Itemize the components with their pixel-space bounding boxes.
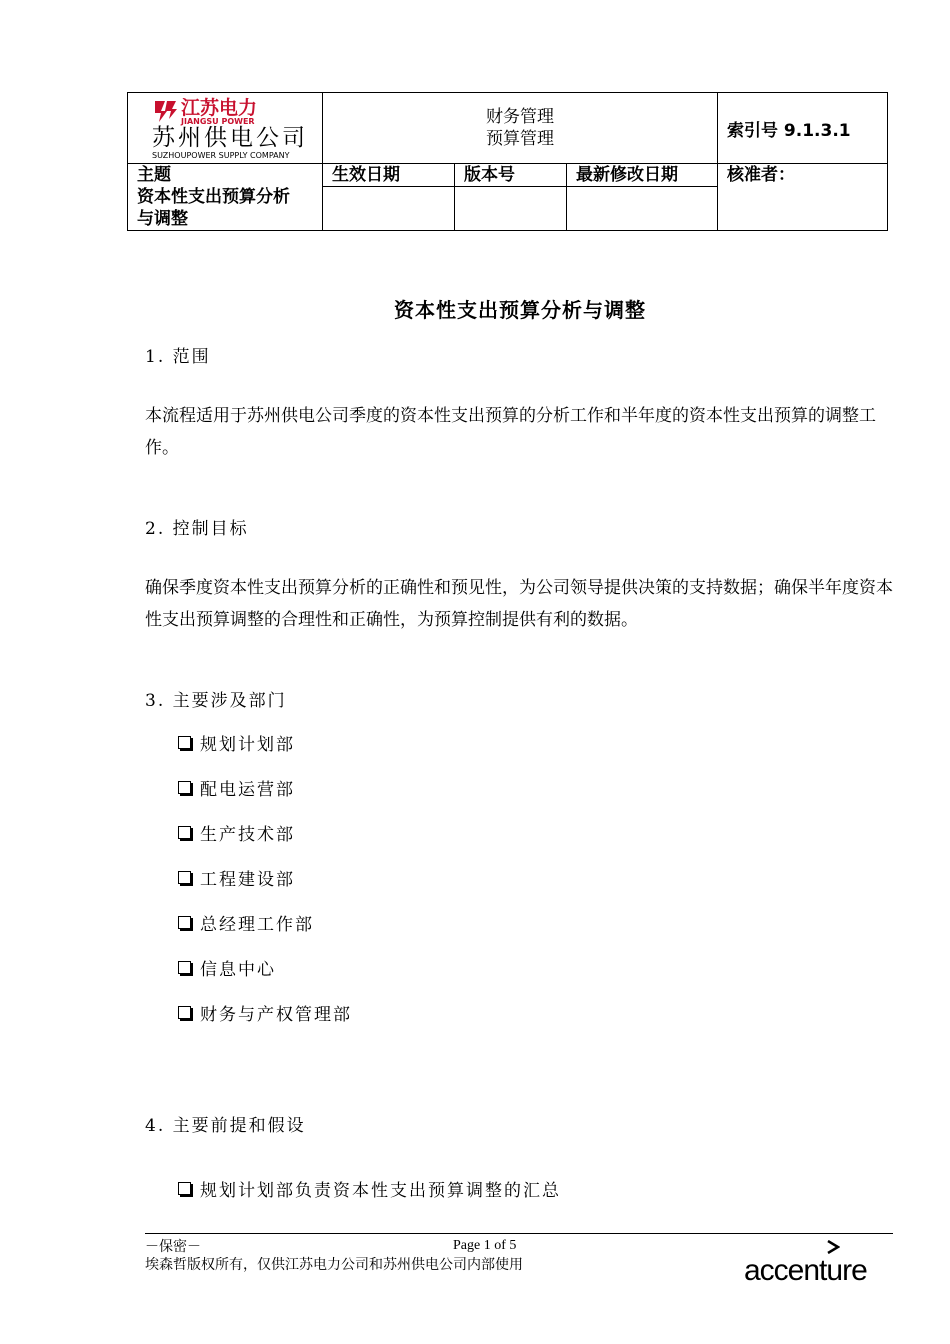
- last-modified-label: 最新修改日期: [567, 164, 718, 187]
- department-item: [178, 730, 295, 755]
- department-label: 规划计划部: [200, 735, 295, 755]
- accenture-chevron-icon: [826, 1240, 840, 1254]
- approver-label: 核准者：: [718, 164, 888, 231]
- index-value: 9.1.3.1: [783, 120, 851, 141]
- index-cell: [718, 93, 888, 164]
- effective-date-value: [323, 187, 455, 231]
- logo-company-cn: 苏州供电公司: [152, 125, 308, 151]
- category-cell: [323, 93, 718, 164]
- checkbox-bullet-icon: [178, 781, 191, 794]
- assumption-item: [178, 1176, 561, 1201]
- checkbox-bullet-icon: [178, 826, 191, 839]
- last-modified-value: [567, 187, 718, 231]
- category-line-2: 预算管理: [486, 129, 554, 149]
- department-label: 财务与产权管理部: [200, 1005, 352, 1025]
- version-label: 版本号: [455, 164, 567, 187]
- department-item: [178, 910, 314, 935]
- subject-label: 主题: [137, 165, 171, 185]
- effective-date-label: 生效日期: [323, 164, 455, 187]
- section-heading-scope: 1. 范围: [145, 347, 211, 367]
- assumption-label: 规划计划部负责资本性支出预算调整的汇总: [200, 1181, 561, 1201]
- logo-brand-cn: 江苏电力: [181, 97, 258, 119]
- checkbox-bullet-icon: [178, 871, 191, 884]
- department-label: 配电运营部: [200, 780, 295, 800]
- section-heading-objective: 2. 控制目标: [145, 519, 249, 539]
- confidential-label: －保密－: [145, 1239, 201, 1255]
- accenture-logo: accenture: [744, 1254, 867, 1287]
- category-line-1: 财务管理: [486, 107, 554, 127]
- logo-brand-en: JIANGSU POWER: [181, 117, 255, 126]
- checkbox-bullet-icon: [178, 1006, 191, 1019]
- index-label: 索引号: [727, 120, 778, 141]
- checkbox-bullet-icon: [178, 1182, 191, 1195]
- document-header-table: [127, 92, 888, 231]
- subject-cell: [128, 164, 323, 231]
- page-number: Page 1 of 5: [453, 1238, 517, 1253]
- jiangsu-power-logo-icon: [152, 99, 178, 123]
- objective-paragraph: 确保季度资本性支出预算分析的正确性和预见性，为公司领导提供决策的支持数据；确保半年度资本性支出预算调整的合理性和正确性，为预算控制提供有利的数据。: [145, 578, 893, 630]
- subject-line-2: 与调整: [137, 209, 188, 229]
- version-value: [455, 187, 567, 231]
- scope-paragraph: 本流程适用于苏州供电公司季度的资本性支出预算的分析工作和半年度的资本性支出预算的调整工作。: [145, 406, 876, 458]
- department-item: [178, 865, 295, 890]
- logo-cell: [128, 93, 323, 164]
- copyright-notice: 埃森哲版权所有，仅供江苏电力公司和苏州供电公司内部使用: [145, 1257, 523, 1273]
- subject-line-1: 资本性支出预算分析: [137, 187, 290, 207]
- logo-company-en: SUZHOUPOWER SUPPLY COMPANY: [152, 151, 290, 160]
- department-item: [178, 1000, 352, 1025]
- document-title: 资本性支出预算分析与调整: [394, 298, 646, 322]
- checkbox-bullet-icon: [178, 961, 191, 974]
- department-label: 信息中心: [200, 960, 276, 980]
- section-heading-departments: 3. 主要涉及部门: [145, 691, 287, 711]
- checkbox-bullet-icon: [178, 916, 191, 929]
- department-item: [178, 820, 295, 845]
- department-label: 总经理工作部: [200, 915, 314, 935]
- department-label: 工程建设部: [200, 870, 295, 890]
- section-heading-assumptions: 4. 主要前提和假设: [145, 1116, 306, 1136]
- department-item: [178, 955, 276, 980]
- checkbox-bullet-icon: [178, 736, 191, 749]
- department-label: 生产技术部: [200, 825, 295, 845]
- footer-divider: [145, 1233, 893, 1234]
- department-item: [178, 775, 295, 800]
